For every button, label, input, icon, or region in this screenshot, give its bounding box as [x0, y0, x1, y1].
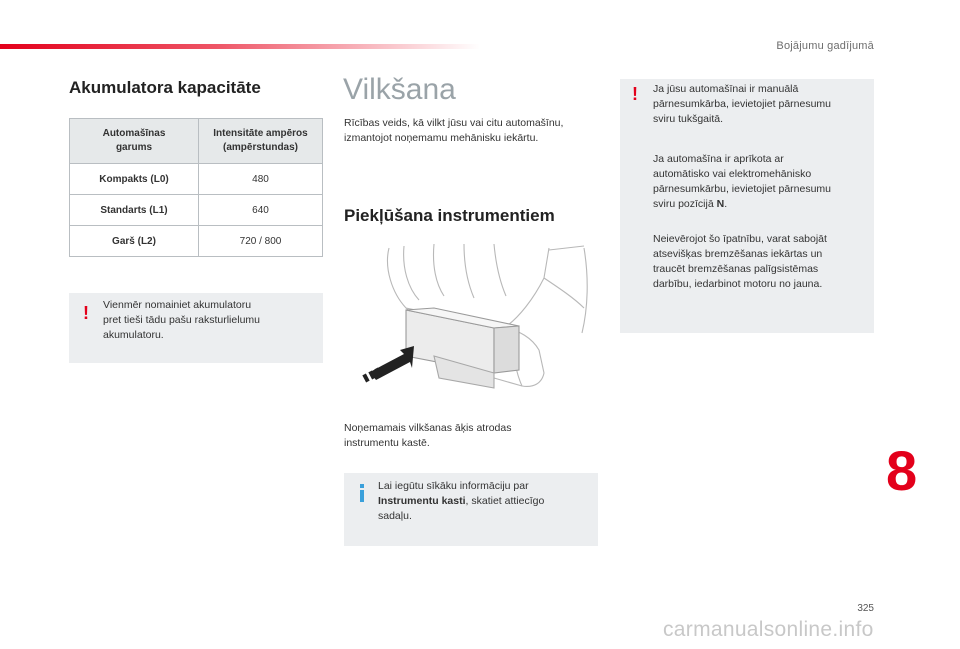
table-cell-value: 480 — [199, 164, 323, 195]
gearbox-warning-box — [620, 79, 874, 333]
section-name: Bojājumu gadījumā — [776, 40, 874, 52]
page-number: 325 — [857, 603, 874, 614]
gearbox-warning-para-3 — [653, 232, 827, 292]
battery-warning-box — [69, 293, 323, 363]
tools-info-line: sadaļu. — [378, 510, 412, 522]
toolbox-drawing — [406, 308, 519, 388]
column-header-amperage — [199, 119, 323, 164]
table-cell-value: 640 — [199, 195, 323, 226]
info-icon-bar — [360, 490, 364, 502]
towing-intro-line: izmantojot noņemamu mehānisku iekārtu. — [344, 132, 539, 144]
gearbox-warning-line — [653, 197, 831, 212]
table-row — [70, 195, 323, 226]
gearbox-warning-line: traucēt bremzēšanas palīgsistēmas — [653, 263, 819, 275]
tools-info-line-rest: , skatiet attiecīgo — [465, 495, 545, 507]
gearbox-warning-line: atsevišķas bremzēšanas iekārtas un — [653, 248, 823, 260]
gearbox-warning-para-2 — [653, 152, 831, 212]
battery-warning-line: Vienmēr nomainiet akumulatoru — [103, 299, 252, 311]
column-header-amperage-text: Intensitāte ampēros (ampērstundas) — [213, 128, 308, 153]
towing-title: Vilkšana — [343, 73, 456, 106]
gearbox-warning-line: darbību, iedarbinot motoru no jauna. — [653, 278, 823, 290]
push-arrow-icon — [362, 346, 414, 382]
table-cell-label: Kompakts (L0) — [70, 164, 199, 195]
table-row — [70, 164, 323, 195]
gearbox-warning-line: Ja jūsu automašīnai ir manuālā — [653, 83, 799, 95]
watermark: carmanualsonline.info — [663, 618, 874, 641]
table-cell-label: Standarts (L1) — [70, 195, 199, 226]
tools-info-line — [378, 494, 544, 509]
table-cell-label: Garš (L2) — [70, 226, 199, 257]
gearbox-warning-line: pārnesumkārba, ievietojiet pārnesumu — [653, 98, 832, 110]
table-cell-value: 720 / 800 — [199, 226, 323, 257]
seat-toolbox-illustration — [344, 238, 598, 398]
battery-warning-text — [103, 298, 260, 343]
tools-caption — [344, 421, 512, 451]
gearbox-warning-line: automātisko vai elektromehānisko — [653, 168, 812, 180]
tools-info-line: Lai iegūtu sīkāku informāciju par — [378, 480, 529, 492]
tools-access-title: Piekļūšana instrumentiem — [344, 206, 555, 225]
tools-caption-line: instrumentu kastē. — [344, 437, 430, 449]
table-row — [70, 226, 323, 257]
tools-info-box — [344, 473, 598, 546]
tools-info-text — [378, 479, 544, 524]
battery-capacity-title: Akumulatora kapacitāte — [69, 78, 261, 97]
battery-warning-line: akumulatoru. — [103, 329, 164, 341]
gear-position-prefix: sviru pozīcijā — [653, 198, 717, 210]
tools-caption-line: Noņemamais vilkšanas āķis atrodas — [344, 422, 512, 434]
column-header-length — [70, 119, 199, 164]
gearbox-warning-line: Neievērojot šo īpatnību, varat sabojāt — [653, 233, 827, 245]
battery-capacity-table — [69, 118, 323, 257]
gear-position-suffix: . — [724, 198, 728, 210]
gear-position-n: N — [716, 198, 725, 210]
battery-warning-line: pret tieši tādu pašu raksturlielumu — [103, 314, 260, 326]
warning-icon: ! — [632, 84, 638, 104]
table-header-row — [70, 119, 323, 164]
towing-intro-line: Rīcības veids, kā vilkt jūsu vai citu automašīnu, — [344, 117, 564, 129]
column-header-length-text: Automašīnas garums — [102, 128, 166, 153]
gearbox-warning-line: Ja automašīna ir aprīkota ar — [653, 153, 784, 165]
warning-icon: ! — [83, 303, 89, 323]
info-icon-dot — [360, 484, 364, 488]
towing-intro — [344, 116, 563, 146]
info-icon — [359, 484, 365, 502]
chapter-number: 8 — [886, 439, 918, 502]
gearbox-warning-line: pārnesumkārbu, ievietojiet pārnesumu — [653, 183, 832, 195]
gearbox-warning-line: sviru tukšgaitā. — [653, 113, 724, 125]
header-accent-bar — [0, 44, 480, 49]
gearbox-warning-para-1 — [653, 82, 831, 127]
toolbox-reference-link: Instrumentu kasti — [378, 495, 466, 507]
